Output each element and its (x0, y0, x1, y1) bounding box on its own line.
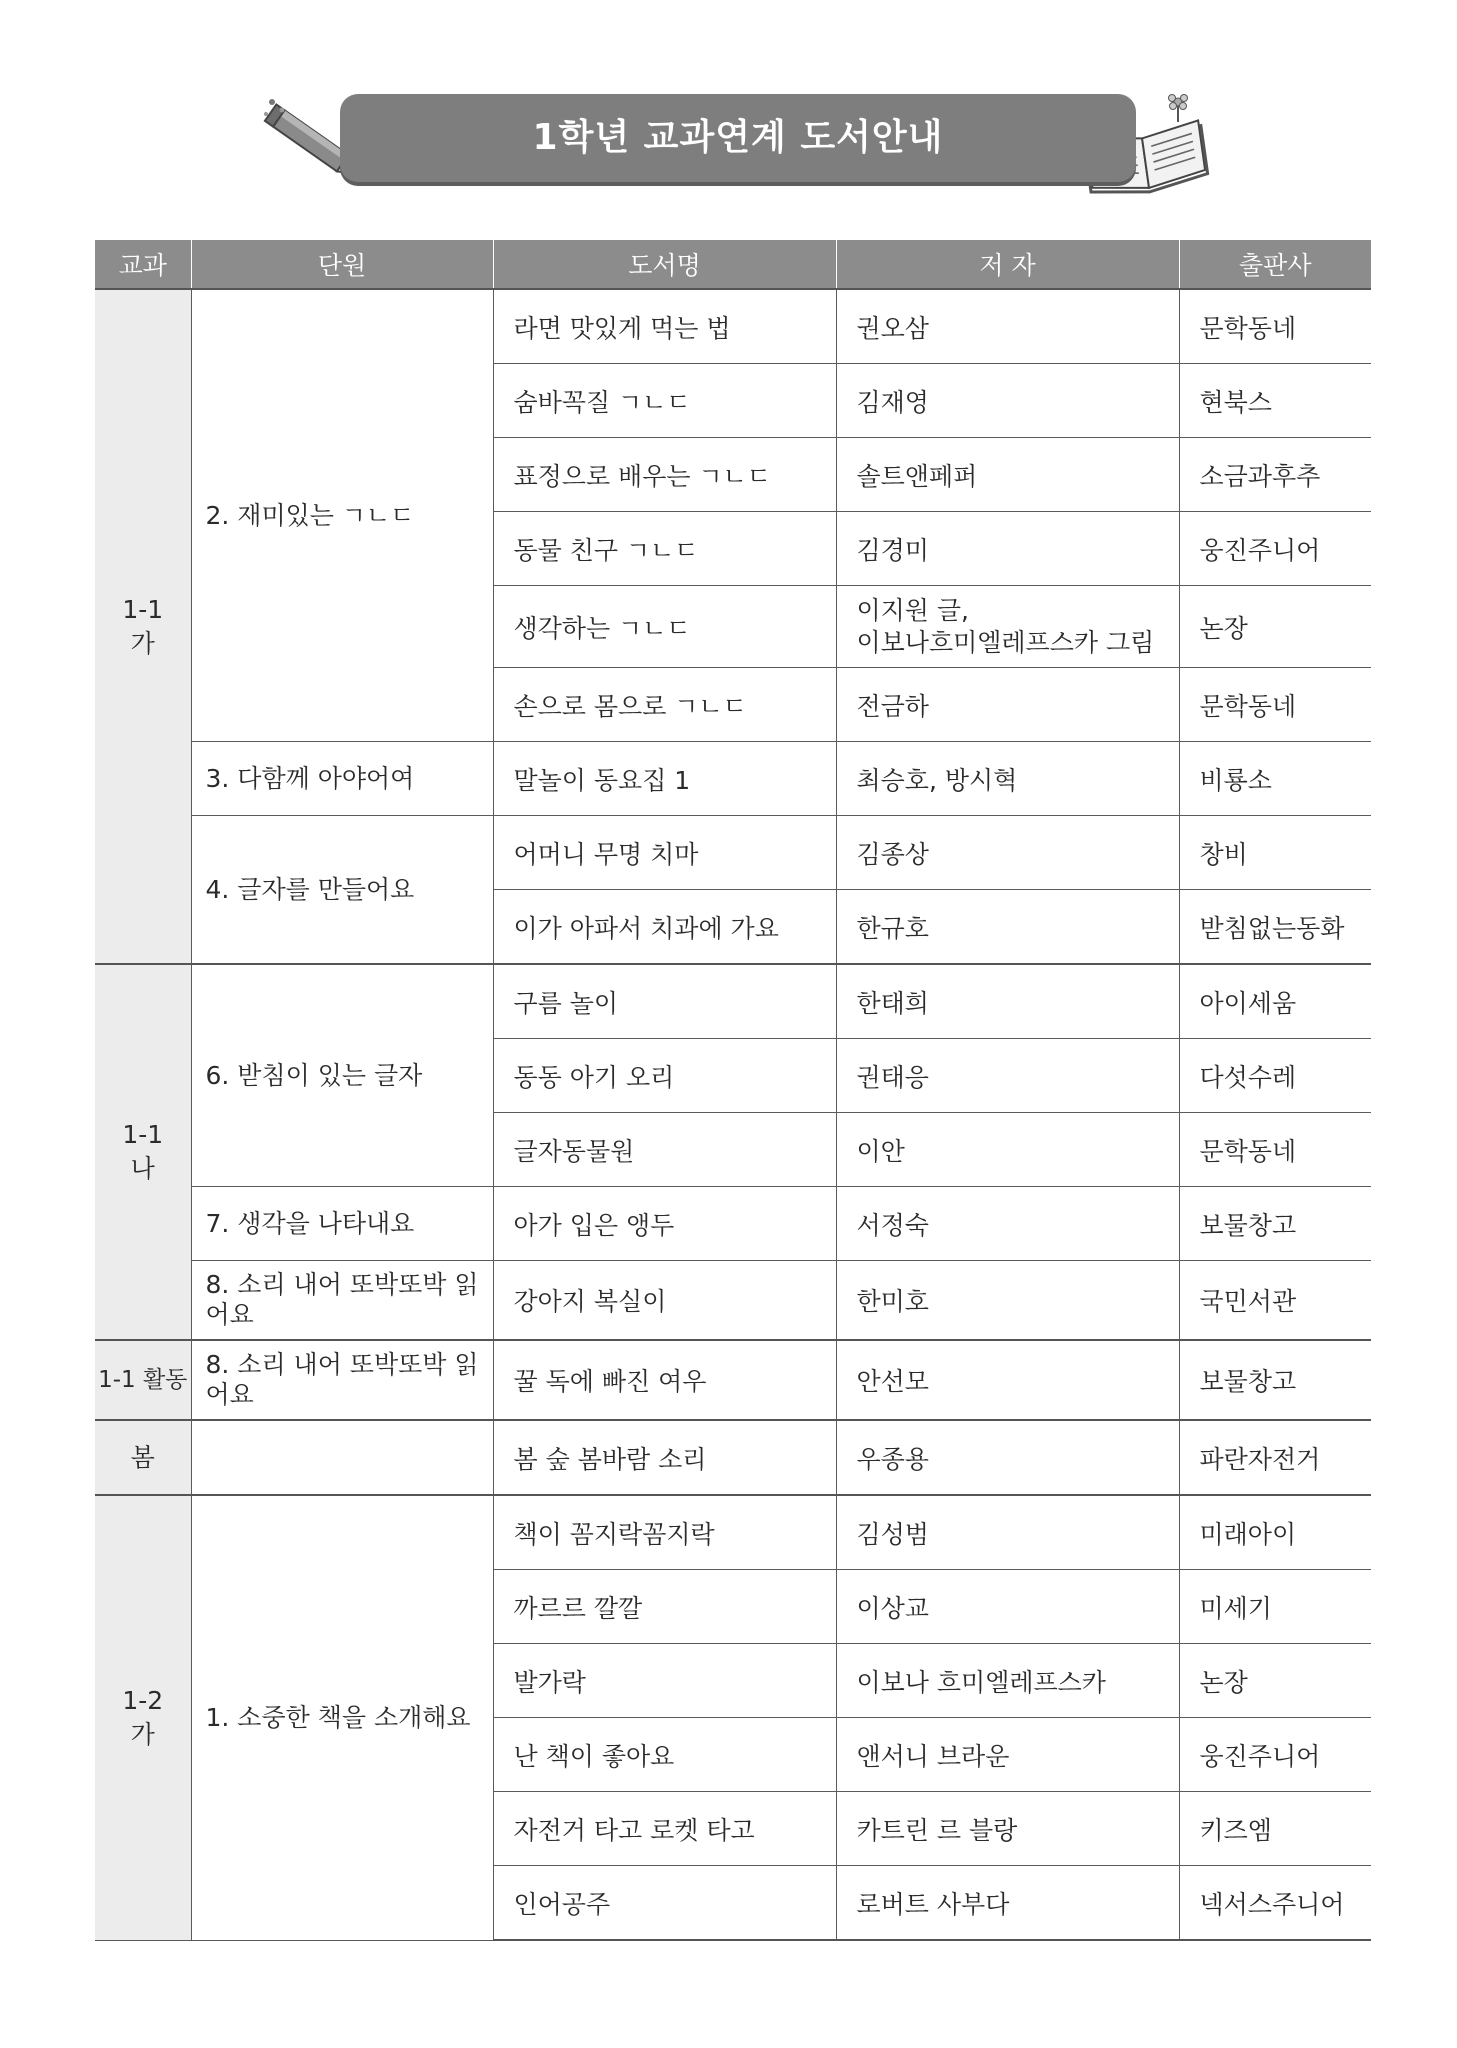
book-title: 이가 아파서 치과에 가요 (493, 890, 836, 965)
book-author: 전금하 (836, 668, 1179, 742)
book-publisher: 현북스 (1179, 364, 1371, 438)
book-author: 서정숙 (836, 1187, 1179, 1261)
book-title: 책이 꼼지락꼼지락 (493, 1495, 836, 1570)
book-publisher: 보물창고 (1179, 1187, 1371, 1261)
book-title: 라면 맛있게 먹는 법 (493, 289, 836, 364)
subject-cell: 1-2 가 (95, 1495, 191, 1940)
book-title: 글자동물원 (493, 1113, 836, 1187)
table-row (95, 1495, 1371, 1570)
book-author: 김경미 (836, 512, 1179, 586)
book-publisher: 창비 (1179, 816, 1371, 890)
header-author: 저 자 (836, 240, 1179, 289)
book-table (95, 240, 1371, 1941)
table-row (95, 1420, 1371, 1495)
book-author: 솔트앤페퍼 (836, 438, 1179, 512)
book-title: 까르르 깔깔 (493, 1570, 836, 1644)
book-author: 김재영 (836, 364, 1179, 438)
book-title: 동물 친구 ㄱㄴㄷ (493, 512, 836, 586)
book-author: 한미호 (836, 1261, 1179, 1341)
table-row (95, 816, 1371, 890)
book-title: 구름 놀이 (493, 964, 836, 1039)
book-author: 한규호 (836, 890, 1179, 965)
table-row (95, 1187, 1371, 1261)
book-author: 로버트 사부다 (836, 1866, 1179, 1941)
book-publisher: 문학동네 (1179, 289, 1371, 364)
header-book: 도서명 (493, 240, 836, 289)
unit-cell: 8. 소리 내어 또박또박 읽어요 (191, 1261, 493, 1341)
book-title: 생각하는 ㄱㄴㄷ (493, 586, 836, 668)
book-title: 인어공주 (493, 1866, 836, 1941)
table-row (95, 1340, 1371, 1420)
book-author: 최승호, 방시혁 (836, 742, 1179, 816)
book-title: 손으로 몸으로 ㄱㄴㄷ (493, 668, 836, 742)
page-title: 1학년 교과연계 도서안내 (532, 117, 944, 158)
unit-cell: 3. 다함께 아야어여 (191, 742, 493, 816)
book-title: 말놀이 동요집 1 (493, 742, 836, 816)
unit-cell: 4. 글자를 만들어요 (191, 816, 493, 965)
book-author: 우종용 (836, 1420, 1179, 1495)
unit-cell (191, 1420, 493, 1495)
book-title: 난 책이 좋아요 (493, 1718, 836, 1792)
book-author: 안선모 (836, 1340, 1179, 1420)
book-publisher: 비룡소 (1179, 742, 1371, 816)
unit-cell: 1. 소중한 책을 소개해요 (191, 1495, 493, 1940)
book-publisher: 웅진주니어 (1179, 512, 1371, 586)
table-row (95, 964, 1371, 1039)
header-unit: 단원 (191, 240, 493, 289)
unit-cell: 7. 생각을 나타내요 (191, 1187, 493, 1261)
book-title: 어머니 무명 치마 (493, 816, 836, 890)
book-publisher: 논장 (1179, 1644, 1371, 1718)
book-publisher: 문학동네 (1179, 1113, 1371, 1187)
book-title: 꿀 독에 빠진 여우 (493, 1340, 836, 1420)
book-author: 김성범 (836, 1495, 1179, 1570)
header-publisher: 출판사 (1179, 240, 1371, 289)
book-title: 표정으로 배우는 ㄱㄴㄷ (493, 438, 836, 512)
book-publisher: 넥서스주니어 (1179, 1866, 1371, 1941)
book-publisher: 소금과후추 (1179, 438, 1371, 512)
book-author: 권오삼 (836, 289, 1179, 364)
book-author: 이안 (836, 1113, 1179, 1187)
book-author: 김종상 (836, 816, 1179, 890)
subject-cell: 봄 (95, 1420, 191, 1495)
book-publisher: 문학동네 (1179, 668, 1371, 742)
book-author: 이상교 (836, 1570, 1179, 1644)
book-author: 앤서니 브라운 (836, 1718, 1179, 1792)
table-row (95, 742, 1371, 816)
book-author: 한태희 (836, 964, 1179, 1039)
book-author: 이보나 흐미엘레프스카 (836, 1644, 1179, 1718)
book-publisher: 보물창고 (1179, 1340, 1371, 1420)
book-title: 발가락 (493, 1644, 836, 1718)
book-author: 이지원 글, 이보나흐미엘레프스카 그림 (836, 586, 1179, 668)
table-header-row (95, 240, 1371, 289)
book-title: 봄 숲 봄바람 소리 (493, 1420, 836, 1495)
book-title: 아가 입은 앵두 (493, 1187, 836, 1261)
book-publisher: 논장 (1179, 586, 1371, 668)
table-row (95, 1261, 1371, 1341)
book-publisher: 받침없는동화 (1179, 890, 1371, 965)
unit-cell: 6. 받침이 있는 글자 (191, 964, 493, 1187)
book-title: 숨바꼭질 ㄱㄴㄷ (493, 364, 836, 438)
table-row (95, 289, 1371, 364)
book-title: 강아지 복실이 (493, 1261, 836, 1341)
unit-cell: 8. 소리 내어 또박또박 읽어요 (191, 1340, 493, 1420)
header-subject: 교과 (95, 240, 191, 289)
subject-cell: 1-1 나 (95, 964, 191, 1340)
book-publisher: 미세기 (1179, 1570, 1371, 1644)
unit-cell: 2. 재미있는 ㄱㄴㄷ (191, 289, 493, 742)
book-publisher: 아이세움 (1179, 964, 1371, 1039)
book-publisher: 파란자전거 (1179, 1420, 1371, 1495)
book-author: 권태응 (836, 1039, 1179, 1113)
book-publisher: 국민서관 (1179, 1261, 1371, 1341)
book-title: 동동 아기 오리 (493, 1039, 836, 1113)
book-author: 카트린 르 블랑 (836, 1792, 1179, 1866)
book-publisher: 웅진주니어 (1179, 1718, 1371, 1792)
book-publisher: 다섯수레 (1179, 1039, 1371, 1113)
book-title: 자전거 타고 로켓 타고 (493, 1792, 836, 1866)
book-publisher: 미래아이 (1179, 1495, 1371, 1570)
subject-cell: 1-1 가 (95, 289, 191, 964)
subject-cell: 1-1 활동 (95, 1340, 191, 1420)
book-publisher: 키즈엠 (1179, 1792, 1371, 1866)
